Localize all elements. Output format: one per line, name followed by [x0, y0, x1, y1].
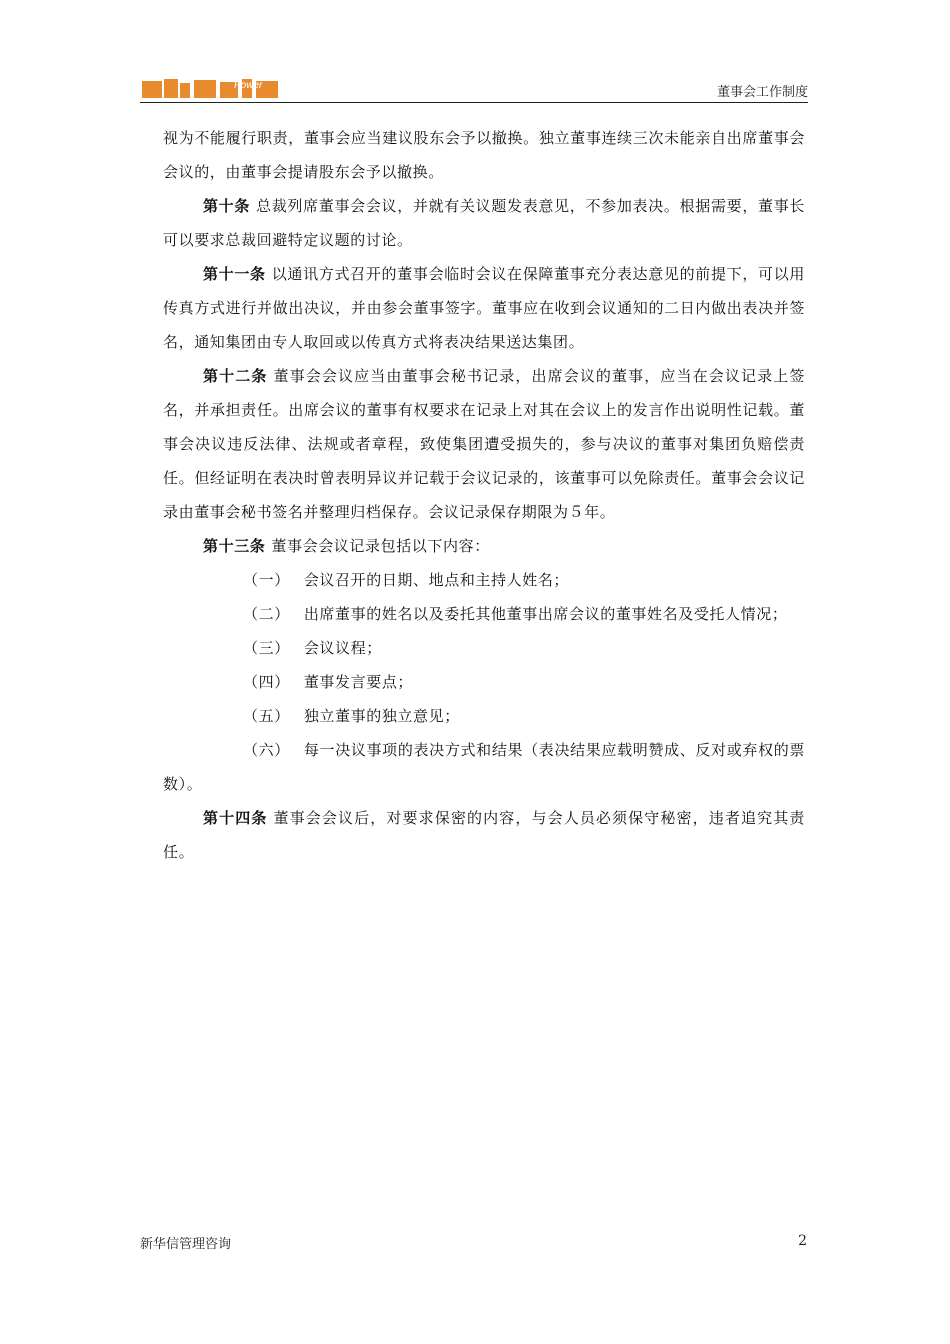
list-item-label: （四）	[243, 673, 290, 691]
paragraph-continued: 视为不能履行职责，董事会应当建议股东会予以撤换。独立董事连续三次未能亲自出席董事会会议的，由董事会提请股东会予以撤换。	[163, 129, 805, 181]
list-item-text: 董事发言要点；	[303, 673, 414, 691]
list-item-label: （三）	[243, 639, 290, 657]
page-header	[140, 74, 808, 103]
logo-text: Power	[234, 80, 263, 91]
list-item	[163, 597, 805, 631]
article-12	[163, 359, 805, 529]
list-item-text: 独立董事的独立意见；	[303, 707, 460, 725]
list-item-text: 每一决议事项的表决方式和结果（表决结果应载明赞成、反对或弃权的票数）。	[163, 741, 805, 793]
list-item-label: （六）	[243, 741, 290, 759]
article-10-text: 总裁列席董事会会议，并就有关议题发表意见，不参加表决。根据需要，董事长可以要求总裁回避特定议题的讨论。	[163, 197, 805, 249]
document-body	[163, 121, 805, 869]
list-item-label: （二）	[243, 605, 290, 623]
list-item	[163, 631, 805, 665]
article-13-label: 第十三条	[203, 537, 266, 555]
list-item	[163, 733, 805, 801]
list-item-text: 会议议程；	[303, 639, 382, 657]
page-number: 2	[798, 1233, 807, 1249]
article-14-label: 第十四条	[203, 809, 268, 827]
article-13	[163, 529, 805, 563]
list-item-text: 出席董事的姓名以及委托其他董事出席会议的董事姓名及受托人情况；	[303, 605, 788, 623]
list-item-label: （五）	[243, 707, 290, 725]
article-14-text: 董事会会议后，对要求保密的内容，与会人员必须保守秘密，违者追究其责任。	[163, 809, 805, 861]
article-10	[163, 189, 805, 257]
header-title: 董事会工作制度	[716, 85, 808, 100]
list-item	[163, 563, 805, 597]
article-12-label: 第十二条	[203, 367, 268, 385]
article-11-text: 以通讯方式召开的董事会临时会议在保障董事充分表达意见的前提下，可以用传真方式进行并做出决议，并由参会董事签字。董事应在收到会议通知的二日内做出表决并签名，通知集团由专人取回或以传真方式将表决结果送达集团。	[163, 265, 805, 351]
list-item-text: 会议召开的日期、地点和主持人姓名；	[303, 571, 570, 589]
company-logo	[142, 78, 278, 100]
footer-company: 新华信管理咨询	[140, 1237, 232, 1252]
list-item	[163, 665, 805, 699]
list-item-label: （一）	[243, 571, 290, 589]
article-10-label: 第十条	[203, 197, 251, 215]
article-14	[163, 801, 805, 869]
article-13-text: 董事会会议记录包括以下内容：	[271, 537, 490, 555]
article-11	[163, 257, 805, 359]
list-item	[163, 699, 805, 733]
article-11-label: 第十一条	[203, 265, 266, 283]
article-12-text: 董事会会议应当由董事会秘书记录，出席会议的董事，应当在会议记录上签名，并承担责任。出席会议的董事有权要求在记录上对其在会议上的发言作出说明性记载。董事会决议违反法律、法规或者章程，致使集团遭受损失的，参与决议的董事对集团负赔偿责任。但经证明在表决时曾表明异议并记载于会议记录的，该董事可以免除责任。董事会会议记录由董事会秘书签名并整理归档保存。会议记录保存期限为５年。	[163, 367, 805, 521]
